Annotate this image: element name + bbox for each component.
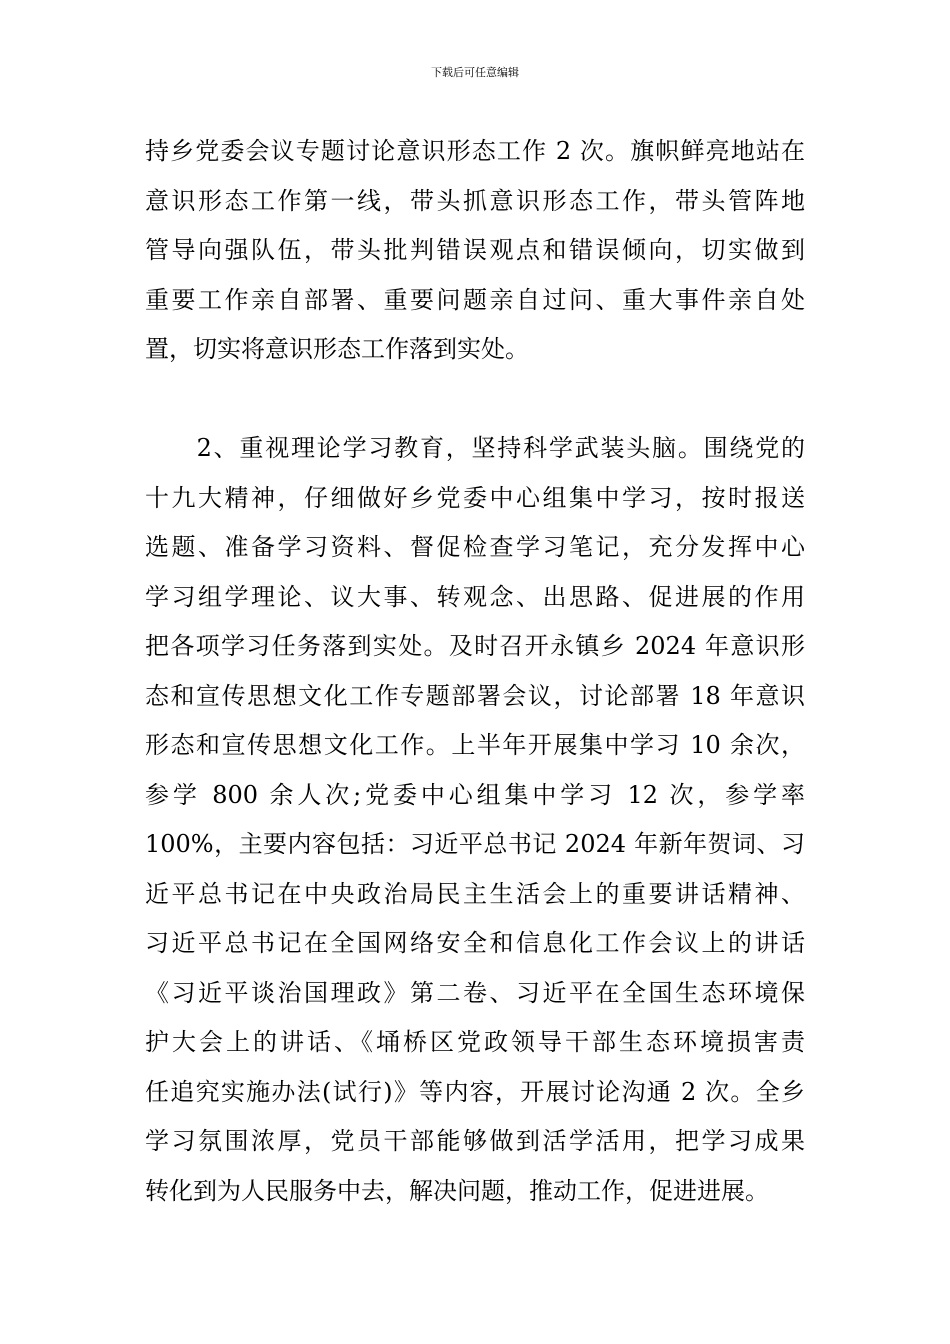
paragraph-line: 近平总书记在中央政治局民主生活会上的重要讲话精神、 (145, 879, 805, 908)
paragraph-line: 100%，主要内容包括：习近平总书记 2024 年新年贺词、习 (145, 830, 805, 858)
paragraph-2 (145, 424, 805, 1216)
paragraph-line: 持乡党委会议专题讨论意识形态工作 2 次。旗帜鲜亮地站在 (145, 137, 805, 165)
paragraph-line: 把各项学习任务落到实处。及时召开永镇乡 2024 年意识形 (145, 632, 805, 660)
paragraph-line: 形态和宣传思想文化工作。上半年开展集中学习 10 余次， (145, 731, 805, 759)
paragraph-line: 选题、准备学习资料、督促检查学习笔记，充分发挥中心 (145, 533, 805, 561)
paragraph-line: 护大会上的讲话、《埇桥区党政领导干部生态环境损害责 (145, 1028, 805, 1056)
paragraph-line: 学习组学理论、议大事、转观念、出思路、促进展的作用 (145, 582, 805, 611)
page-header-note: 下载后可任意编辑 (431, 66, 519, 79)
paragraph-line: 《习近平谈治国理政》第二卷、习近平在全国生态环境保 (145, 978, 805, 1007)
paragraph-line: 意识形态工作第一线，带头抓意识形态工作，带头管阵地 (145, 186, 805, 215)
paragraph-line: 态和宣传思想文化工作专题部署会议，讨论部署 18 年意识 (145, 681, 805, 710)
paragraph-line: 转化到为人民服务中去，解决问题，推动工作，促进进展。 (145, 1176, 769, 1205)
paragraph-line: 重要工作亲自部署、重要问题亲自过问、重大事件亲自处 (145, 285, 805, 314)
paragraph-line: 学习氛围浓厚，党员干部能够做到活学活用，把学习成果 (145, 1127, 805, 1155)
paragraph-line: 习近平总书记在全国网络安全和信息化工作会议上的讲话 (145, 929, 805, 957)
paragraph-line: 管导向强队伍，带头批判错误观点和错误倾向，切实做到 (145, 236, 805, 264)
paragraph-line: 任追究实施办法(试行)》等内容，开展讨论沟通 2 次。全乡 (145, 1077, 805, 1106)
paragraph-line: 十九大精神，仔细做好乡党委中心组集中学习，按时报送 (145, 483, 805, 512)
paragraph-line: 2、重视理论学习教育，坚持科学武装头脑。围绕党的 (145, 434, 805, 462)
paragraph-line: 置，切实将意识形态工作落到实处。 (145, 335, 529, 363)
paragraph-line: 参学 800 余人次;党委中心组集中学习 12 次，参学率 (145, 780, 805, 809)
paragraph-1 (145, 127, 805, 375)
